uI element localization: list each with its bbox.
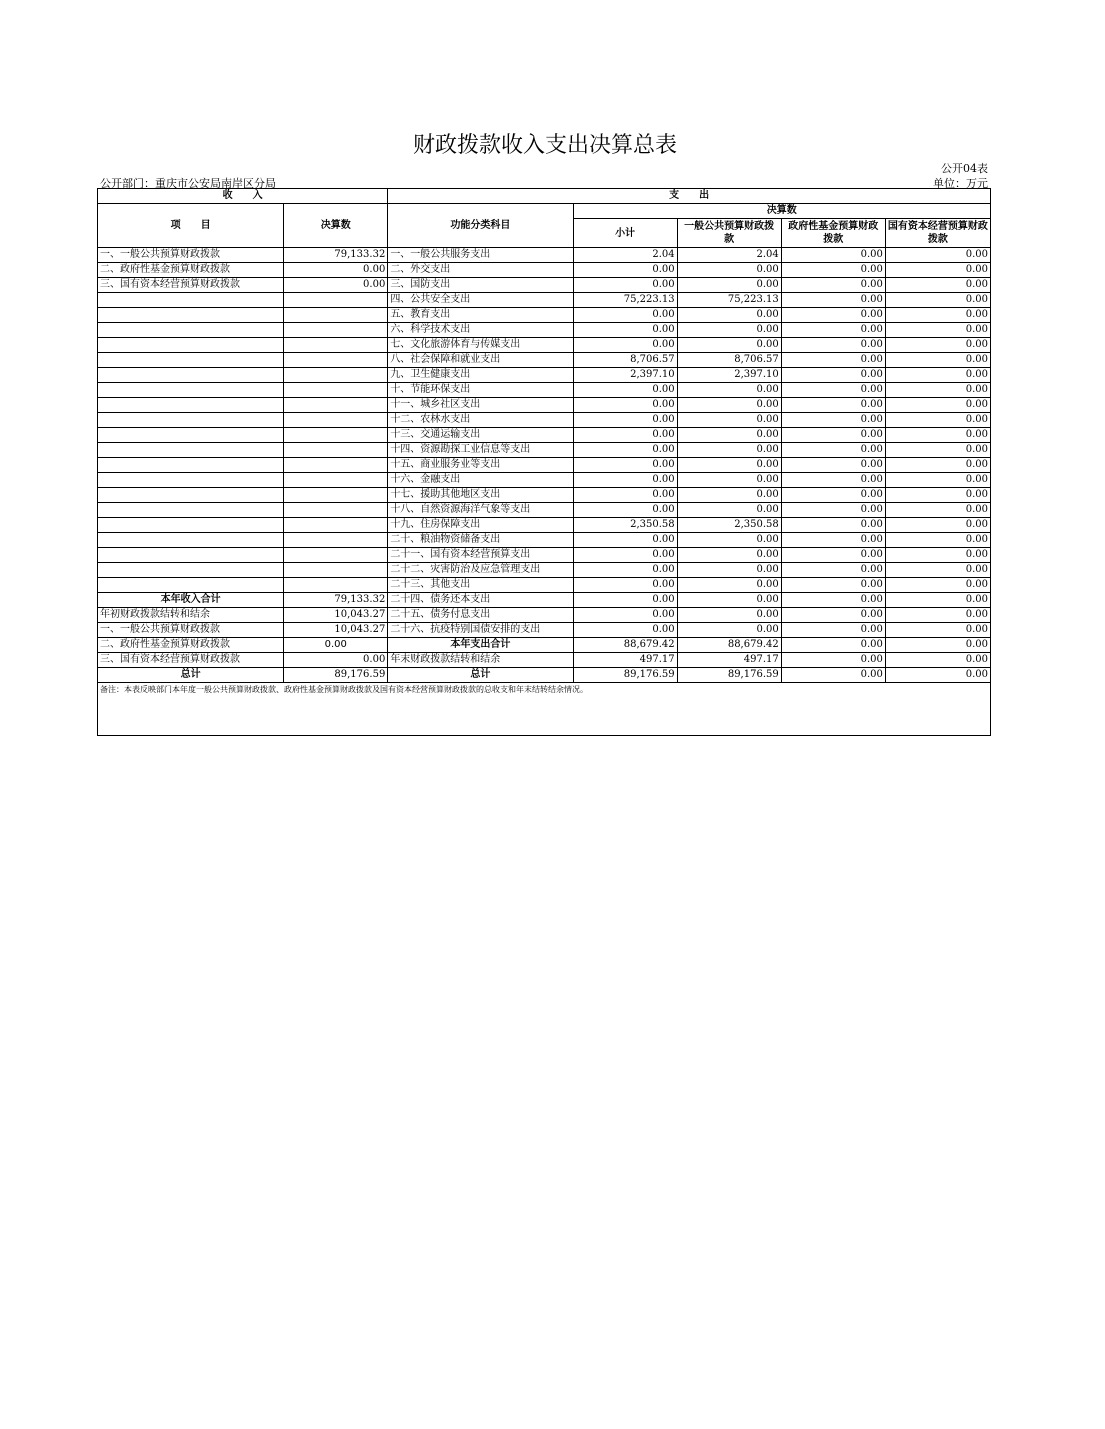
- state-capital-cell: 0.00: [885, 563, 990, 578]
- state-capital-cell: 0.00: [885, 593, 990, 608]
- income-item-cell: 一、一般公共预算财政拨款: [98, 623, 284, 638]
- department-label: 公开部门：重庆市公安局南岸区分局: [100, 177, 276, 190]
- fund-budget-cell: 0.00: [781, 398, 885, 413]
- expense-item-cell: 二、外交支出: [388, 263, 573, 278]
- income-amount-cell: [284, 473, 388, 488]
- subtotal-cell: 0.00: [573, 263, 677, 278]
- income-amount-cell: 79,133.32: [284, 248, 388, 263]
- income-amount-cell: [284, 548, 388, 563]
- state-capital-cell: 0.00: [885, 293, 990, 308]
- income-item-cell: 年初财政拨款结转和结余: [98, 608, 284, 623]
- subtotal-cell: 88,679.42: [573, 638, 677, 653]
- income-item-cell: [98, 338, 284, 353]
- expense-item-cell: 二十四、债务还本支出: [388, 593, 573, 608]
- fund-budget-cell: 0.00: [781, 638, 885, 653]
- income-amount-cell: [284, 293, 388, 308]
- table-row: [98, 458, 991, 473]
- general-budget-cell: 89,176.59: [677, 668, 781, 683]
- general-budget-cell: 0.00: [677, 458, 781, 473]
- state-capital-cell: 0.00: [885, 623, 990, 638]
- table-row: [98, 533, 991, 548]
- general-budget-cell: 75,223.13: [677, 293, 781, 308]
- fund-budget-cell: 0.00: [781, 668, 885, 683]
- income-amount-cell: 0.00: [284, 638, 388, 653]
- expense-item-cell: 总计: [388, 668, 573, 683]
- general-budget-cell: 0.00: [677, 548, 781, 563]
- table-row: [98, 353, 991, 368]
- general-budget-cell: 497.17: [677, 653, 781, 668]
- table-row: [98, 293, 991, 308]
- subtotal-cell: 8,706.57: [573, 353, 677, 368]
- table-row: [98, 383, 991, 398]
- fund-budget-cell: 0.00: [781, 488, 885, 503]
- fund-budget-cell: 0.00: [781, 653, 885, 668]
- fund-budget-cell: 0.00: [781, 353, 885, 368]
- state-capital-cell: 0.00: [885, 473, 990, 488]
- general-budget-cell: 0.00: [677, 623, 781, 638]
- state-capital-cell: 0.00: [885, 338, 990, 353]
- income-amount-cell: [284, 323, 388, 338]
- table-row: [98, 413, 991, 428]
- subtotal-cell: 0.00: [573, 608, 677, 623]
- table-row: [98, 578, 991, 593]
- income-item-cell: [98, 413, 284, 428]
- expense-item-cell: 七、文化旅游体育与传媒支出: [388, 338, 573, 353]
- function-category-header: 功能分类科目: [388, 204, 573, 248]
- income-item-cell: 二、政府性基金预算财政拨款: [98, 638, 284, 653]
- general-budget-cell: 2,350.58: [677, 518, 781, 533]
- state-capital-cell: 0.00: [885, 383, 990, 398]
- expense-item-cell: 六、科学技术支出: [388, 323, 573, 338]
- general-budget-cell: 2,397.10: [677, 368, 781, 383]
- expense-item-cell: 十一、城乡社区支出: [388, 398, 573, 413]
- state-capital-cell: 0.00: [885, 548, 990, 563]
- subtotal-cell: 2,350.58: [573, 518, 677, 533]
- item-header: 项 目: [98, 204, 284, 248]
- table-row: [98, 488, 991, 503]
- subtotal-cell: 0.00: [573, 473, 677, 488]
- fund-budget-cell: 0.00: [781, 548, 885, 563]
- income-amount-cell: 0.00: [284, 278, 388, 293]
- income-item-cell: 总计: [98, 668, 284, 683]
- subtotal-cell: 0.00: [573, 413, 677, 428]
- fund-budget-cell: 0.00: [781, 293, 885, 308]
- income-amount-cell: 10,043.27: [284, 608, 388, 623]
- state-capital-cell: 0.00: [885, 398, 990, 413]
- subtotal-cell: 0.00: [573, 593, 677, 608]
- table-row: [98, 338, 991, 353]
- general-budget-cell: 0.00: [677, 308, 781, 323]
- table-row: [98, 323, 991, 338]
- expense-item-cell: 十二、农林水支出: [388, 413, 573, 428]
- state-capital-cell: 0.00: [885, 608, 990, 623]
- general-budget-cell: 0.00: [677, 473, 781, 488]
- unit-label: 单位：万元: [933, 177, 988, 190]
- subtotal-cell: 0.00: [573, 623, 677, 638]
- general-budget-cell: 0.00: [677, 278, 781, 293]
- expense-item-cell: 一、一般公共服务支出: [388, 248, 573, 263]
- state-capital-cell: 0.00: [885, 353, 990, 368]
- income-amount-cell: [284, 383, 388, 398]
- subtotal-cell: 0.00: [573, 308, 677, 323]
- state-capital-cell: 0.00: [885, 503, 990, 518]
- table-row: [98, 638, 991, 653]
- subtotal-cell: 497.17: [573, 653, 677, 668]
- general-budget-cell: 0.00: [677, 428, 781, 443]
- state-capital-cell: 0.00: [885, 518, 990, 533]
- expense-item-cell: 九、卫生健康支出: [388, 368, 573, 383]
- income-item-cell: 三、国有资本经营预算财政拨款: [98, 278, 284, 293]
- income-item-cell: [98, 323, 284, 338]
- income-item-cell: [98, 443, 284, 458]
- income-item-cell: [98, 563, 284, 578]
- income-amount-cell: [284, 533, 388, 548]
- subtotal-cell: 0.00: [573, 533, 677, 548]
- income-item-cell: [98, 458, 284, 473]
- table-row: [98, 308, 991, 323]
- general-budget-cell: 0.00: [677, 398, 781, 413]
- income-item-cell: [98, 578, 284, 593]
- table-row: [98, 623, 991, 638]
- fund-budget-cell: 0.00: [781, 578, 885, 593]
- state-capital-header: 国有资本经营预算财政拨款: [885, 219, 990, 248]
- state-capital-cell: 0.00: [885, 668, 990, 683]
- income-amount-cell: 89,176.59: [284, 668, 388, 683]
- subtotal-cell: 0.00: [573, 563, 677, 578]
- state-capital-cell: 0.00: [885, 368, 990, 383]
- table-row: [98, 443, 991, 458]
- general-budget-header: 一般公共预算财政拨款: [677, 219, 781, 248]
- income-item-cell: [98, 398, 284, 413]
- income-amount-cell: [284, 563, 388, 578]
- income-amount-cell: [284, 353, 388, 368]
- table-row: [98, 428, 991, 443]
- general-budget-cell: 0.00: [677, 578, 781, 593]
- expense-item-cell: 二十五、债务付息支出: [388, 608, 573, 623]
- table-row: [98, 503, 991, 518]
- income-item-cell: [98, 368, 284, 383]
- subtotal-cell: 2,397.10: [573, 368, 677, 383]
- fund-budget-cell: 0.00: [781, 593, 885, 608]
- amount-header: 决算数: [284, 204, 388, 248]
- subtotal-cell: 0.00: [573, 323, 677, 338]
- table-row: [98, 593, 991, 608]
- general-budget-cell: 8,706.57: [677, 353, 781, 368]
- income-item-cell: [98, 473, 284, 488]
- table-note: 备注：本表反映部门本年度一般公共预算财政拨款、政府性基金预算财政拨款及国有资本经营预算财政拨款的总收支和年末结转结余情况。: [98, 683, 991, 736]
- income-amount-cell: [284, 503, 388, 518]
- expense-item-cell: 十六、金融支出: [388, 473, 573, 488]
- income-amount-cell: [284, 443, 388, 458]
- income-amount-cell: [284, 368, 388, 383]
- fund-budget-cell: 0.00: [781, 308, 885, 323]
- table-body: [98, 248, 991, 683]
- appropriation-table: [97, 188, 991, 736]
- table-row: [98, 368, 991, 383]
- income-item-cell: 一、一般公共预算财政拨款: [98, 248, 284, 263]
- state-capital-cell: 0.00: [885, 323, 990, 338]
- general-budget-cell: 0.00: [677, 413, 781, 428]
- subtotal-cell: 0.00: [573, 398, 677, 413]
- expense-item-cell: 五、教育支出: [388, 308, 573, 323]
- table-row: [98, 668, 991, 683]
- fund-budget-cell: 0.00: [781, 428, 885, 443]
- income-amount-cell: [284, 338, 388, 353]
- expense-item-cell: 二十一、国有资本经营预算支出: [388, 548, 573, 563]
- general-budget-cell: 0.00: [677, 323, 781, 338]
- fund-budget-cell: 0.00: [781, 443, 885, 458]
- fund-budget-cell: 0.00: [781, 518, 885, 533]
- fund-budget-cell: 0.00: [781, 473, 885, 488]
- fund-budget-cell: 0.00: [781, 563, 885, 578]
- income-amount-cell: 0.00: [284, 653, 388, 668]
- income-item-cell: [98, 353, 284, 368]
- subtotal-cell: 0.00: [573, 383, 677, 398]
- expense-item-cell: 二十六、抗疫特别国债安排的支出: [388, 623, 573, 638]
- expense-item-cell: 三、国防支出: [388, 278, 573, 293]
- income-amount-cell: [284, 398, 388, 413]
- fund-budget-cell: 0.00: [781, 338, 885, 353]
- general-budget-cell: 0.00: [677, 383, 781, 398]
- expense-item-cell: 二十、粮油物资储备支出: [388, 533, 573, 548]
- subtotal-cell: 0.00: [573, 458, 677, 473]
- income-amount-cell: 10,043.27: [284, 623, 388, 638]
- fund-budget-cell: 0.00: [781, 368, 885, 383]
- state-capital-cell: 0.00: [885, 638, 990, 653]
- general-budget-cell: 0.00: [677, 488, 781, 503]
- fund-budget-cell: 0.00: [781, 503, 885, 518]
- income-item-cell: [98, 308, 284, 323]
- expense-header: 支 出: [388, 189, 991, 204]
- subtotal-cell: 89,176.59: [573, 668, 677, 683]
- fund-budget-cell: 0.00: [781, 533, 885, 548]
- income-item-cell: [98, 533, 284, 548]
- income-amount-cell: [284, 308, 388, 323]
- income-item-cell: 二、政府性基金预算财政拨款: [98, 263, 284, 278]
- state-capital-cell: 0.00: [885, 533, 990, 548]
- income-amount-cell: [284, 488, 388, 503]
- expense-item-cell: 十三、交通运输支出: [388, 428, 573, 443]
- subtotal-cell: 0.00: [573, 428, 677, 443]
- expense-item-cell: 十九、住房保障支出: [388, 518, 573, 533]
- general-budget-cell: 0.00: [677, 608, 781, 623]
- general-budget-cell: 88,679.42: [677, 638, 781, 653]
- income-item-cell: [98, 293, 284, 308]
- table-row: [98, 263, 991, 278]
- expense-item-cell: 二十三、其他支出: [388, 578, 573, 593]
- expense-item-cell: 二十二、灾害防治及应急管理支出: [388, 563, 573, 578]
- page-title: 财政拨款收入支出决算总表: [412, 133, 677, 158]
- income-item-cell: [98, 503, 284, 518]
- table-row: [98, 398, 991, 413]
- fund-budget-header: 政府性基金预算财政拨款: [781, 219, 885, 248]
- table-row: [98, 563, 991, 578]
- subtotal-cell: 0.00: [573, 278, 677, 293]
- fund-budget-cell: 0.00: [781, 248, 885, 263]
- state-capital-cell: 0.00: [885, 458, 990, 473]
- income-item-cell: 三、国有资本经营预算财政拨款: [98, 653, 284, 668]
- fund-budget-cell: 0.00: [781, 413, 885, 428]
- income-amount-cell: 0.00: [284, 263, 388, 278]
- expense-item-cell: 年末财政拨款结转和结余: [388, 653, 573, 668]
- general-budget-cell: 0.00: [677, 593, 781, 608]
- expense-item-cell: 十五、商业服务业等支出: [388, 458, 573, 473]
- general-budget-cell: 0.00: [677, 533, 781, 548]
- income-amount-cell: [284, 413, 388, 428]
- state-capital-cell: 0.00: [885, 443, 990, 458]
- income-header: 收 入: [98, 189, 388, 204]
- expense-item-cell: 十、节能环保支出: [388, 383, 573, 398]
- income-item-cell: [98, 428, 284, 443]
- expense-item-cell: 十四、资源勘探工业信息等支出: [388, 443, 573, 458]
- general-budget-cell: 2.04: [677, 248, 781, 263]
- income-item-cell: [98, 488, 284, 503]
- state-capital-cell: 0.00: [885, 413, 990, 428]
- state-capital-cell: 0.00: [885, 263, 990, 278]
- state-capital-cell: 0.00: [885, 308, 990, 323]
- fund-budget-cell: 0.00: [781, 278, 885, 293]
- income-amount-cell: [284, 518, 388, 533]
- subtotal-cell: 0.00: [573, 548, 677, 563]
- expense-item-cell: 八、社会保障和就业支出: [388, 353, 573, 368]
- income-item-cell: [98, 548, 284, 563]
- table-row: [98, 473, 991, 488]
- income-item-cell: [98, 383, 284, 398]
- fund-budget-cell: 0.00: [781, 263, 885, 278]
- general-budget-cell: 0.00: [677, 263, 781, 278]
- fund-budget-cell: 0.00: [781, 383, 885, 398]
- income-item-cell: [98, 518, 284, 533]
- state-capital-cell: 0.00: [885, 578, 990, 593]
- table-row: [98, 248, 991, 263]
- fund-budget-cell: 0.00: [781, 608, 885, 623]
- general-budget-cell: 0.00: [677, 563, 781, 578]
- general-budget-cell: 0.00: [677, 443, 781, 458]
- expense-item-cell: 十七、援助其他地区支出: [388, 488, 573, 503]
- subtotal-cell: 2.04: [573, 248, 677, 263]
- state-capital-cell: 0.00: [885, 488, 990, 503]
- subtotal-cell: 0.00: [573, 578, 677, 593]
- subtotal-cell: 0.00: [573, 488, 677, 503]
- subtotal-cell: 0.00: [573, 443, 677, 458]
- general-budget-cell: 0.00: [677, 503, 781, 518]
- fund-budget-cell: 0.00: [781, 458, 885, 473]
- table-row: [98, 278, 991, 293]
- expense-item-cell: 十八、自然资源海洋气象等支出: [388, 503, 573, 518]
- subtotal-cell: 75,223.13: [573, 293, 677, 308]
- income-item-cell: 本年收入合计: [98, 593, 284, 608]
- table-row: [98, 548, 991, 563]
- state-capital-cell: 0.00: [885, 428, 990, 443]
- state-capital-cell: 0.00: [885, 248, 990, 263]
- income-amount-cell: [284, 458, 388, 473]
- state-capital-cell: 0.00: [885, 278, 990, 293]
- final-amount-header: 决算数: [573, 204, 990, 219]
- state-capital-cell: 0.00: [885, 653, 990, 668]
- expense-item-cell: 四、公共安全支出: [388, 293, 573, 308]
- income-amount-cell: [284, 428, 388, 443]
- general-budget-cell: 0.00: [677, 338, 781, 353]
- table-row: [98, 653, 991, 668]
- income-amount-cell: 79,133.32: [284, 593, 388, 608]
- subtotal-cell: 0.00: [573, 338, 677, 353]
- subtotal-cell: 0.00: [573, 503, 677, 518]
- fund-budget-cell: 0.00: [781, 623, 885, 638]
- subtotal-header: 小计: [573, 219, 677, 248]
- income-amount-cell: [284, 578, 388, 593]
- table-row: [98, 608, 991, 623]
- fund-budget-cell: 0.00: [781, 323, 885, 338]
- expense-item-cell: 本年支出合计: [388, 638, 573, 653]
- form-number: 公开04表: [941, 162, 988, 175]
- table-row: [98, 518, 991, 533]
